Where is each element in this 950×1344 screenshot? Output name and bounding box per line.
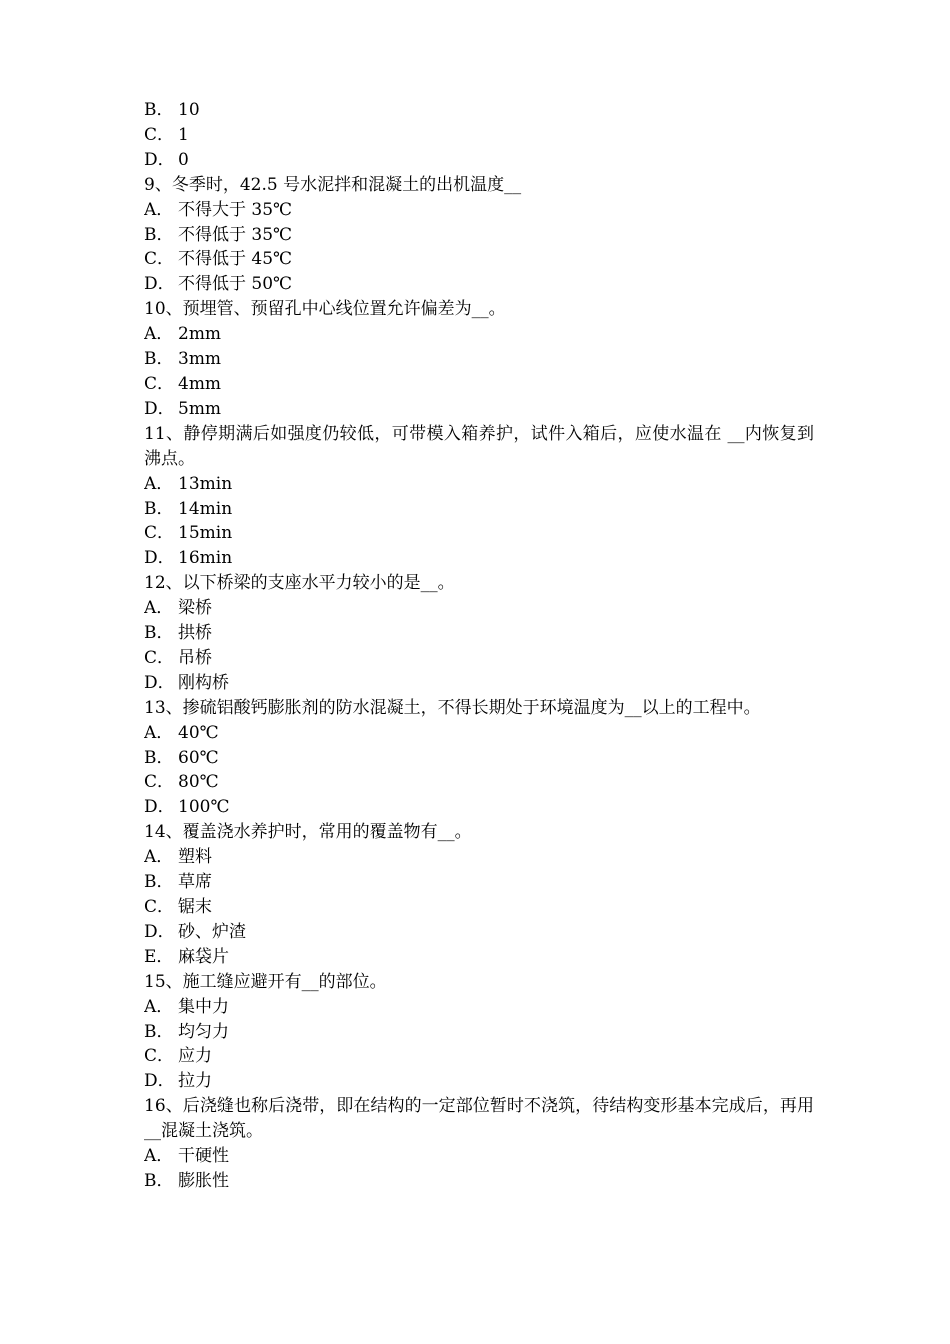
option-text: 14min bbox=[178, 498, 233, 519]
option-text: 4mm bbox=[178, 373, 222, 394]
option-letter: B． bbox=[144, 747, 174, 768]
option-text: 不得低于 35℃ bbox=[178, 224, 293, 245]
option-letter: D． bbox=[144, 149, 175, 170]
option-letter: D． bbox=[144, 921, 175, 942]
answer-option bbox=[144, 372, 814, 397]
option-text: 拱桥 bbox=[178, 623, 212, 644]
answer-option bbox=[144, 845, 814, 870]
option-letter: A． bbox=[144, 1146, 174, 1167]
answer-option bbox=[144, 621, 814, 646]
question-stem: 9、冬季时，42.5 号水泥拌和混凝土的出机温度__ bbox=[144, 174, 522, 195]
option-text: 拉力 bbox=[178, 1071, 212, 1092]
answer-option bbox=[144, 521, 814, 546]
answer-option bbox=[144, 746, 814, 771]
option-text: 塑料 bbox=[178, 847, 212, 868]
answer-option bbox=[144, 347, 814, 372]
option-letter: D． bbox=[144, 1071, 175, 1092]
answer-option bbox=[144, 546, 814, 571]
answer-option bbox=[144, 1069, 814, 1094]
answer-option bbox=[144, 1169, 814, 1194]
answer-option bbox=[144, 795, 814, 820]
option-letter: B． bbox=[144, 224, 174, 245]
answer-option bbox=[144, 472, 814, 497]
option-text: 15min bbox=[178, 523, 233, 544]
answer-option bbox=[144, 1044, 814, 1069]
option-text: 草席 bbox=[178, 872, 212, 893]
answer-option bbox=[144, 98, 814, 123]
answer-option bbox=[144, 945, 814, 970]
option-text: 锯末 bbox=[178, 897, 212, 917]
option-text: 干硬性 bbox=[178, 1146, 229, 1167]
option-letter: B． bbox=[144, 349, 174, 370]
answer-option bbox=[144, 770, 814, 795]
option-text: 刚构桥 bbox=[178, 672, 229, 693]
question-stem: 13、掺硫铝酸钙膨胀剂的防水混凝土，不得长期处于环境温度为__以上的工程中。 bbox=[144, 697, 761, 718]
option-letter: A． bbox=[144, 199, 174, 220]
option-text: 60℃ bbox=[178, 747, 219, 768]
answer-option bbox=[144, 247, 814, 272]
answer-option bbox=[144, 895, 814, 920]
answer-option bbox=[144, 920, 814, 945]
question-stem: 10、预埋管、预留孔中心线位置允许偏差为__。 bbox=[144, 299, 506, 320]
option-letter: A． bbox=[144, 996, 174, 1017]
option-letter: B． bbox=[144, 100, 174, 120]
option-letter: B． bbox=[144, 498, 174, 519]
question-list bbox=[144, 98, 814, 1194]
option-letter: D． bbox=[144, 274, 175, 295]
option-text: 吊桥 bbox=[178, 647, 212, 668]
option-text: 2mm bbox=[178, 324, 222, 345]
option-text: 16min bbox=[178, 548, 233, 569]
answer-option bbox=[144, 1144, 814, 1169]
option-text: 砂、炉渣 bbox=[178, 921, 246, 942]
option-text: 100℃ bbox=[178, 797, 230, 818]
option-text: 5mm bbox=[178, 398, 222, 419]
answer-option bbox=[144, 646, 814, 671]
answer-option bbox=[144, 148, 814, 173]
option-text: 集中力 bbox=[178, 996, 229, 1017]
option-letter: A． bbox=[144, 473, 174, 494]
option-letter: C． bbox=[144, 249, 175, 270]
question-stem: 11、静停期满后如强度仍较低，可带模入箱养护，试件入箱后，应使水温在 __内恢复到沸点。 bbox=[144, 423, 814, 469]
question-stem: 14、覆盖浇水养护时，常用的覆盖物有__。 bbox=[144, 822, 472, 843]
question-stem: 15、施工缝应避开有__的部位。 bbox=[144, 971, 387, 992]
option-letter: C． bbox=[144, 124, 175, 145]
answer-option bbox=[144, 272, 814, 297]
answer-option bbox=[144, 322, 814, 347]
answer-option bbox=[144, 671, 814, 696]
option-letter: D． bbox=[144, 398, 175, 419]
option-letter: E． bbox=[144, 946, 174, 967]
option-letter: A． bbox=[144, 324, 174, 345]
option-letter: B． bbox=[144, 1021, 174, 1042]
answer-option bbox=[144, 596, 814, 621]
option-text: 0 bbox=[178, 149, 189, 170]
option-letter: D． bbox=[144, 672, 175, 693]
option-text: 13min bbox=[178, 473, 233, 494]
question-stem: 16、后浇缝也称后浇带，即在结构的一定部位暂时不浇筑，待结构变形基本完成后，再用__混凝土浇筑。 bbox=[144, 1096, 814, 1142]
option-text: 膨胀性 bbox=[178, 1170, 229, 1191]
answer-option bbox=[144, 497, 814, 522]
option-letter: A． bbox=[144, 722, 174, 743]
option-letter: A． bbox=[144, 847, 174, 868]
option-letter: A． bbox=[144, 598, 174, 619]
option-text: 梁桥 bbox=[178, 598, 212, 619]
option-text: 均匀力 bbox=[178, 1021, 229, 1042]
answer-option bbox=[144, 721, 814, 746]
option-text: 40℃ bbox=[178, 722, 219, 743]
answer-option bbox=[144, 397, 814, 422]
answer-option bbox=[144, 1020, 814, 1045]
answer-option bbox=[144, 223, 814, 248]
option-text: 不得低于 50℃ bbox=[178, 274, 293, 295]
option-letter: C． bbox=[144, 523, 175, 544]
option-letter: B． bbox=[144, 1170, 174, 1191]
option-text: 不得大于 35℃ bbox=[178, 199, 293, 220]
option-text: 应力 bbox=[178, 1046, 212, 1067]
option-letter: C． bbox=[144, 1046, 175, 1067]
option-letter: C． bbox=[144, 897, 175, 917]
option-letter: C． bbox=[144, 772, 175, 793]
option-letter: C． bbox=[144, 373, 175, 394]
option-text: 10 bbox=[178, 100, 200, 120]
question-stem: 12、以下桥梁的支座水平力较小的是__。 bbox=[144, 573, 455, 594]
option-letter: B． bbox=[144, 623, 174, 644]
answer-option bbox=[144, 123, 814, 148]
answer-option bbox=[144, 995, 814, 1020]
option-text: 麻袋片 bbox=[178, 946, 229, 967]
option-text: 不得低于 45℃ bbox=[178, 249, 293, 270]
option-letter: D． bbox=[144, 797, 175, 818]
option-letter: C． bbox=[144, 647, 175, 668]
answer-option bbox=[144, 198, 814, 223]
option-letter: B． bbox=[144, 872, 174, 893]
option-text: 80℃ bbox=[178, 772, 219, 793]
option-text: 1 bbox=[178, 124, 189, 145]
option-text: 3mm bbox=[178, 349, 222, 370]
answer-option bbox=[144, 870, 814, 895]
option-letter: D． bbox=[144, 548, 175, 569]
